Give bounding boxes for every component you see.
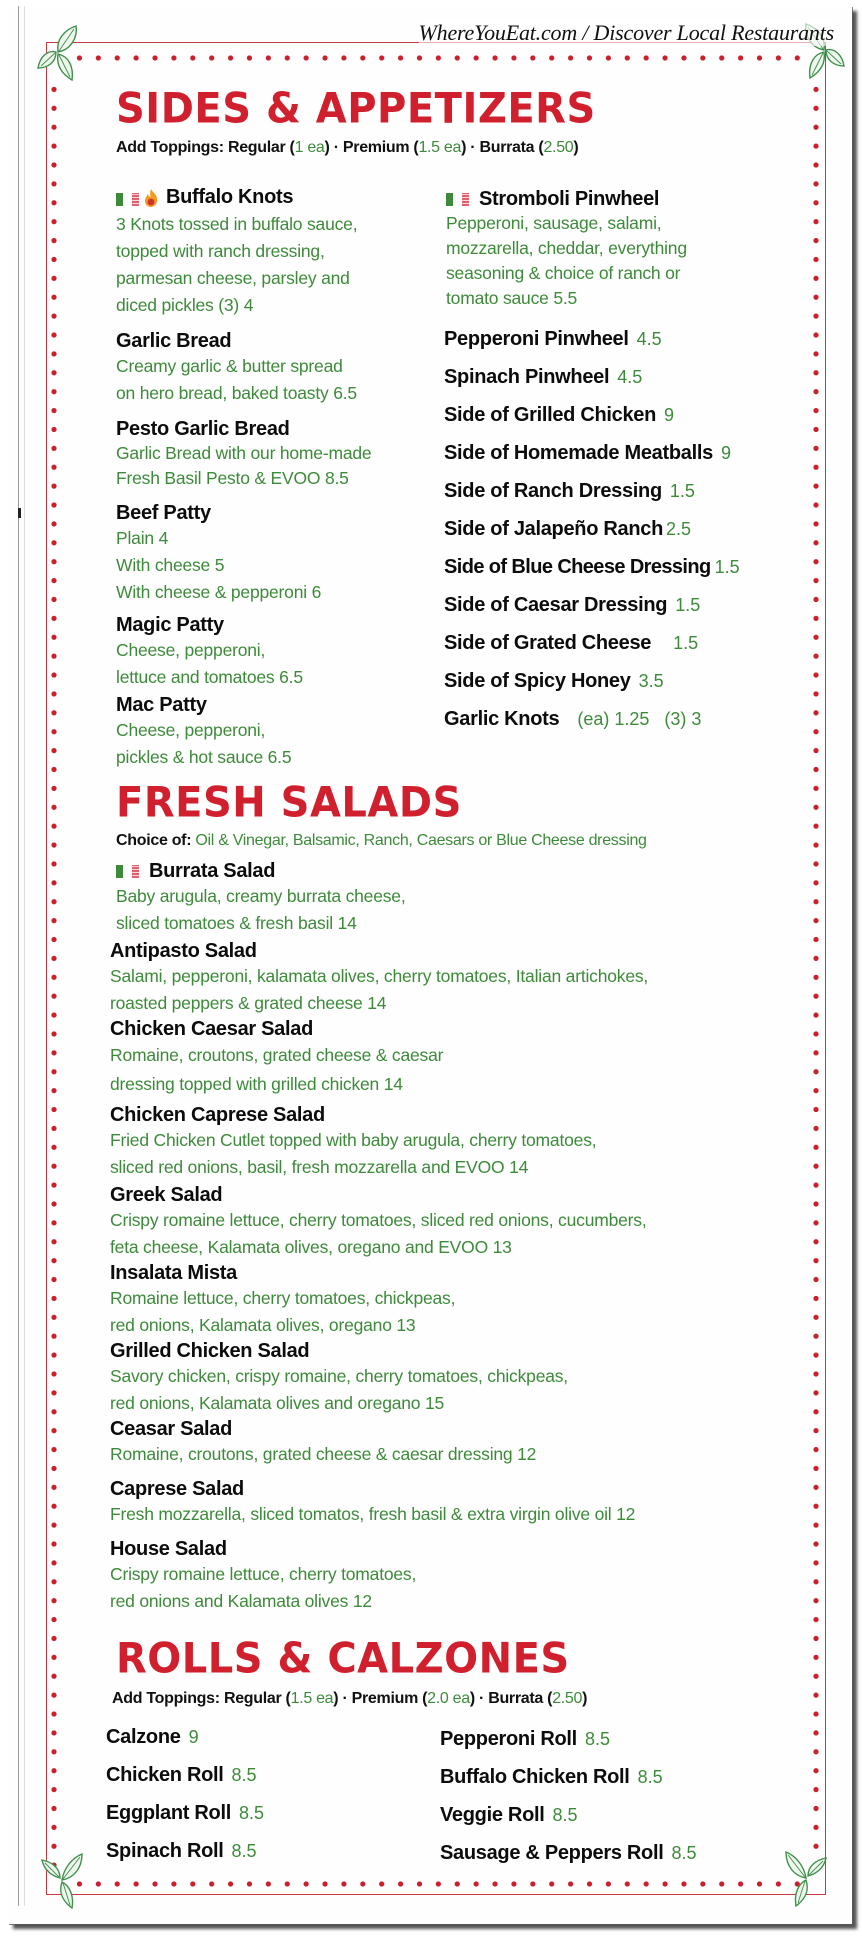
description-line: With cheese 5 [116,555,225,575]
menu-item-side [444,632,698,655]
sides-toppings-line [116,139,578,157]
dressing-choice-label: Choice of: [116,832,192,849]
menu-item-salad [110,1478,635,1528]
menu-item-roll [106,1726,199,1749]
menu-item-side [444,670,664,693]
description-line: sliced tomatoes & fresh basil 14 [116,913,357,933]
description-line: Creamy garlic & butter spread [116,356,343,376]
toppings-premium-label: ) · Premium ( [333,1690,428,1707]
item-price: 8.5 [231,1841,257,1861]
section-title-salads: FRESH SALADS [116,778,462,828]
menu-item-roll [440,1728,610,1751]
item-badges [446,192,473,210]
item-name: Spinach Roll [106,1840,224,1862]
item-description [116,441,371,491]
menu-item-salad [116,860,406,937]
item-price: 9 [720,443,731,463]
basil-leaf-icon [38,1850,84,1910]
description-line: 3 Knots tossed in buffalo sauce, [116,213,358,234]
item-name: Stromboli Pinwheel [479,188,660,210]
item-price: 1.5 [673,633,699,653]
menu-item-salad [110,940,648,1017]
description-line: mozzarella, cheddar, everything [446,238,687,258]
item-name: Buffalo Chicken Roll [440,1766,630,1788]
description-line: Romaine, croutons, grated cheese & caesar dressing 12 [110,1444,537,1464]
item-name: Ceasar Salad [110,1418,233,1440]
scan-edge-line [18,6,19,1906]
item-description [110,1207,647,1261]
item-name: Sausage & Peppers Roll [440,1842,664,1864]
item-description [116,717,291,771]
item-price: 2.5 [666,519,692,539]
toppings-burrata-label: ) · Burrata ( [461,139,544,156]
description-line: Romaine lettuce, cherry tomatoes, chickpeas, [110,1288,456,1308]
description-line: Salami, pepperoni, kalamata olives, cherry tomatoes, Italian artichokes, [110,966,649,986]
item-name: Antipasto Salad [110,940,257,962]
item-price: (ea) 1.25 (3) 3 [577,709,702,729]
item-name: Mac Patty [116,694,207,716]
vegetarian-badge-icon [116,865,123,878]
item-name: Chicken Roll [106,1764,224,1786]
basil-leaf-icon [34,22,80,82]
item-name: Magic Patty [116,614,224,636]
description-line: pickles & hot sauce 6.5 [116,747,292,767]
dotted-border-right [813,80,819,1870]
spicy-badge-icon [132,193,139,206]
item-name: Greek Salad [110,1184,223,1206]
spicy-badge-icon [132,865,139,878]
description-line: Fried Chicken Cutlet topped with baby arugula, cherry tomatoes, [110,1130,597,1150]
description-line: Crispy romaine lettuce, cherry tomatoes, sliced red onions, cucumbers, [110,1210,647,1230]
item-name: Grilled Chicken Salad [110,1340,310,1362]
item-description [110,1285,455,1339]
toppings-label: Add Toppings: [112,1690,220,1707]
menu-item-side [444,366,642,389]
toppings-regular-price: 1.5 ea [290,1690,334,1707]
menu-item-salad [110,1538,416,1615]
scan-mark [18,508,21,518]
item-name: Side of Grilled Chicken [444,404,657,426]
item-name: Chicken Caprese Salad [110,1104,325,1126]
basil-leaf-icon [784,1848,830,1908]
menu-item-stromboli-pinwheel [446,188,687,311]
item-name: Insalata Mista [110,1262,237,1284]
item-description [110,1127,596,1181]
item-name: Side of Spicy Honey [444,670,631,692]
toppings-regular-label: Regular ( [223,1690,291,1707]
item-price: 8.5 [584,1729,610,1749]
vegetarian-badge-icon [446,193,453,206]
menu-item-beef-patty [116,502,321,606]
item-name: Caprese Salad [110,1478,244,1500]
item-description [116,525,321,606]
menu-item-salad [110,1184,647,1261]
item-description [446,211,687,311]
menu-item-roll [440,1842,697,1865]
menu-item-roll [106,1764,257,1787]
description-line: diced pickles (3) 4 [116,294,254,315]
toppings-regular-price: 1 ea [294,139,325,156]
menu-item-mac-patty [116,694,291,771]
description-line: Plain 4 [116,528,169,548]
menu-item-roll [440,1804,578,1827]
section-title-rolls: ROLLS & CALZONES [116,1634,570,1684]
menu-item-salad [110,1018,443,1099]
item-name: Garlic Knots [444,708,560,730]
item-price: 8.5 [231,1765,257,1785]
item-price: 9 [188,1727,199,1747]
description-line: roasted peppers & grated cheese 14 [110,993,387,1013]
menu-item-side [444,594,700,617]
item-name: Spinach Pinwheel [444,366,610,388]
item-price: 3.5 [638,671,664,691]
item-name: House Salad [110,1538,227,1560]
item-name: Calzone [106,1726,181,1748]
description-line: lettuce and tomatoes 6.5 [116,667,303,687]
toppings-close: ) [582,1690,588,1707]
item-description [110,963,648,1017]
description-line: tomato sauce 5.5 [446,288,578,308]
toppings-premium-price: 2.0 ea [427,1690,470,1707]
rolls-toppings-line [112,1690,587,1708]
item-name: Side of Caesar Dressing [444,594,668,616]
toppings-burrata-price: 2.50 [543,139,574,156]
item-name: Side of Jalapeño Ranch [444,518,664,540]
item-description [116,883,406,937]
item-badges [116,188,160,210]
description-line: red onions and Kalamata olives 12 [110,1591,372,1611]
menu-item-side [444,518,691,541]
item-name: Beef Patty [116,502,211,524]
description-line: sliced red onions, basil, fresh mozzarella and EVOO 14 [110,1157,529,1177]
menu-item-side [444,328,662,351]
menu-item-side [444,442,731,465]
scan-edge-line [24,6,25,1906]
dotted-border-bottom [70,1881,810,1887]
spicy-badge-icon [462,193,469,206]
menu-item-garlic-bread [116,330,357,407]
flame-icon [143,188,159,208]
watermark-text: WhereYouEat.com / Discover Local Restaurants [418,20,834,45]
menu-item-magic-patty [116,614,303,691]
toppings-burrata-label: ) · Burrata ( [469,1690,553,1707]
description-line: red onions, Kalamata olives, oregano 13 [110,1315,416,1335]
menu-item-salad [110,1104,596,1181]
description-line: Baby arugula, creamy burrata cheese, [116,886,406,906]
description-line: feta cheese, Kalamata olives, oregano and EVOO 13 [110,1237,512,1257]
menu-item-salad [110,1262,455,1339]
section-title-sides: SIDES & APPETIZERS [116,84,596,134]
menu-item-salad [110,1340,568,1417]
item-name: Side of Homemade Meatballs [444,442,713,464]
item-price: 8.5 [238,1803,265,1823]
menu-item-pesto-garlic-bread [116,418,371,491]
dotted-border-top [70,55,810,61]
item-badges [116,864,143,882]
description-line: Savory chicken, crispy romaine, cherry tomatoes, chickpeas, [110,1366,568,1386]
item-price: 8.5 [671,1843,697,1863]
description-line: With cheese & pepperoni 6 [116,582,322,602]
item-name: Veggie Roll [440,1804,545,1826]
menu-item-salad [110,1418,536,1468]
item-price: 4.5 [617,367,643,387]
dressing-options: Oil & Vinegar, Balsamic, Ranch, Caesars or Blue Cheese dressing [195,832,647,849]
item-name: Side of Blue Cheese Dressing [444,556,711,578]
item-name: Buffalo Knots [166,186,294,208]
description-line: red onions, Kalamata olives and oregano 15 [110,1393,445,1413]
vegetarian-badge-icon [116,193,123,206]
toppings-regular-label: Regular ( [227,139,295,156]
description-line: seasoning & choice of ranch or [446,263,681,283]
description-line: Cheese, pepperoni, [116,640,266,660]
item-price: 1.5 [675,595,701,615]
item-name: Pepperoni Pinwheel [444,328,629,350]
toppings-label: Add Toppings: [116,139,224,156]
item-name: Garlic Bread [116,330,232,352]
item-description [110,1501,635,1528]
description-line: Crispy romaine lettuce, cherry tomatoes, [110,1564,417,1584]
item-name: Burrata Salad [149,860,276,882]
item-description [110,1441,536,1468]
description-line: parmesan cheese, parsley and [116,267,350,288]
description-line: Cheese, pepperoni, [116,720,266,740]
item-description [110,1561,416,1615]
toppings-premium-label: ) · Premium ( [324,139,419,156]
toppings-premium-price: 1.5 ea [418,139,462,156]
item-price: 8.5 [552,1805,578,1825]
item-price: 9 [664,405,675,425]
item-price: 1.5 [714,557,740,577]
item-description [116,637,303,691]
description-line: dressing topped with grilled chicken 14 [110,1074,403,1094]
description-line: Fresh mozzarella, sliced tomatos, fresh basil & extra virgin olive oil 12 [110,1504,636,1524]
item-price: 1.5 [669,481,695,501]
item-name: Pepperoni Roll [440,1728,577,1750]
item-price: 4.5 [636,329,662,349]
description-line: Fresh Basil Pesto & EVOO 8.5 [116,468,349,488]
description-line: on hero bread, baked toasty 6.5 [116,383,357,403]
item-price: 8.5 [637,1767,663,1787]
description-line: topped with ranch dressing, [116,240,325,261]
salads-dressing-line [116,832,647,850]
dotted-border-left [51,80,57,1870]
item-name: Pesto Garlic Bread [116,418,290,440]
item-description [116,211,357,319]
item-name: Side of Ranch Dressing [444,480,662,502]
menu-item-buffalo-knots [116,186,357,319]
menu-item-side [444,480,695,503]
description-line: Pepperoni, sausage, salami, [446,213,662,233]
menu-item-roll [440,1766,663,1789]
item-description [116,353,357,407]
item-name: Side of Grated Cheese [444,632,652,654]
menu-item-side [444,404,674,427]
toppings-burrata-price: 2.50 [552,1690,583,1707]
menu-item-side [444,708,701,731]
item-name: Eggplant Roll [106,1802,231,1824]
toppings-close: ) [573,139,579,156]
item-name: Chicken Caesar Salad [110,1018,313,1040]
item-description [110,1363,568,1417]
menu-item-roll [106,1840,257,1863]
description-line: Garlic Bread with our home-made [116,443,372,463]
item-description [110,1041,443,1099]
menu-item-roll [106,1802,264,1825]
description-line: Romaine, croutons, grated cheese & caesar [110,1045,444,1065]
menu-item-side [444,556,740,579]
